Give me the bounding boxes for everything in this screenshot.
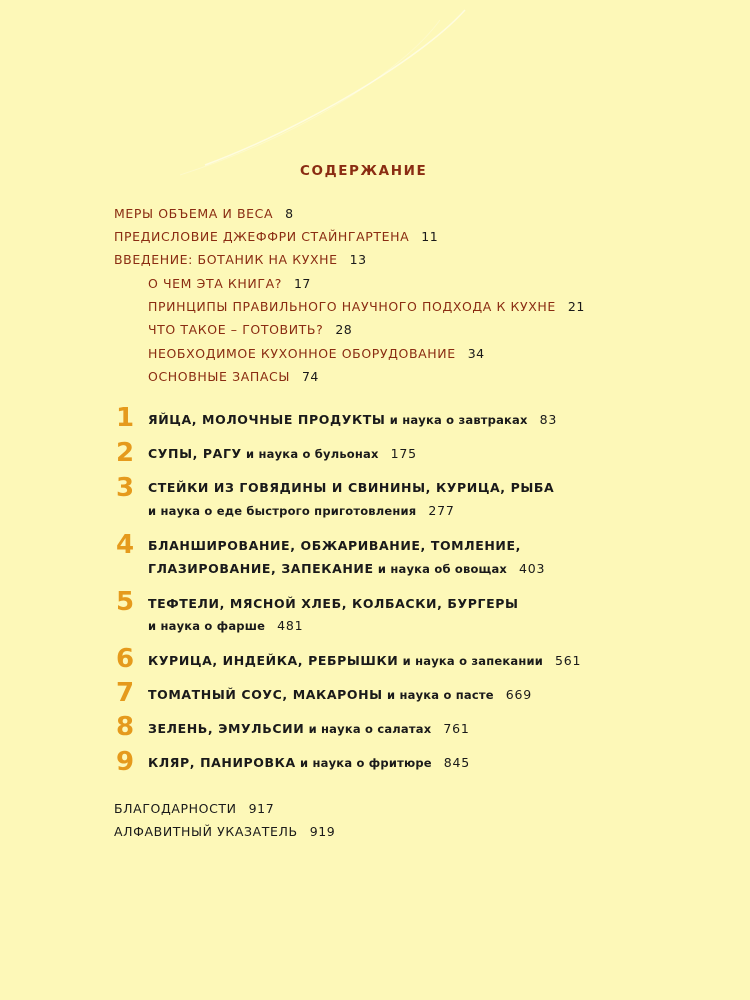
chapter-number: 6 <box>115 644 135 674</box>
entry-label: ВВЕДЕНИЕ: БОТАНИК НА КУХНЕ <box>114 252 338 267</box>
toc-entry[interactable] <box>114 229 438 244</box>
chapter-number: 8 <box>115 712 135 742</box>
chapter-subtitle: и наука о фритюре <box>300 756 432 770</box>
entry-page: 74 <box>301 369 319 384</box>
toc-subentry[interactable] <box>148 276 311 291</box>
entry-label: АЛФАВИТНЫЙ УКАЗАТЕЛЬ <box>114 824 298 839</box>
chapter-entry[interactable] <box>148 755 470 770</box>
chapter-title: СУПЫ, РАГУ <box>148 446 242 461</box>
chapter-number: 9 <box>115 747 135 777</box>
chapter-entry[interactable] <box>148 480 554 495</box>
chapter-entry[interactable] <box>148 596 519 611</box>
chapter-page: 83 <box>539 412 558 427</box>
chapter-subtitle: и наука о фарше <box>148 619 266 633</box>
chapter-entry-cont[interactable] <box>148 503 455 518</box>
entry-label: ЧТО ТАКОЕ – ГОТОВИТЬ? <box>148 322 324 337</box>
entry-page: 21 <box>567 299 585 314</box>
entry-page: 917 <box>248 801 275 816</box>
entry-label: ПРЕДИСЛОВИЕ ДЖЕФФРИ СТАЙНГАРТЕНА <box>114 229 410 244</box>
chapter-entry[interactable] <box>148 412 557 427</box>
chapter-subtitle: и наука о еде быстрого приготовления <box>148 504 417 518</box>
chapter-number: 7 <box>115 678 135 708</box>
chapter-subtitle: и наука о завтраках <box>389 413 528 427</box>
chapter-page: 175 <box>390 446 417 461</box>
toc-entry[interactable] <box>114 252 367 267</box>
chapter-entry[interactable] <box>148 653 581 668</box>
toc-subentry[interactable] <box>148 299 585 314</box>
chapter-entry-cont[interactable] <box>148 561 545 576</box>
chapter-subtitle: и наука о запекании <box>402 654 543 668</box>
chapter-number: 1 <box>115 403 135 433</box>
chapter-page: 669 <box>505 687 533 702</box>
chapter-subtitle: и наука о бульонах <box>246 447 379 461</box>
entry-label: НЕОБХОДИМОЕ КУХОННОЕ ОБОРУДОВАНИЕ <box>148 346 456 361</box>
chapter-number: 3 <box>115 473 135 503</box>
chapter-title: КЛЯР, ПАНИРОВКА <box>148 755 296 770</box>
chapter-title: ЗЕЛЕНЬ, ЭМУЛЬСИИ <box>148 721 305 736</box>
chapter-entry[interactable] <box>148 687 532 702</box>
entry-page: 8 <box>285 206 294 221</box>
entry-label: МЕРЫ ОБЪЕМА И ВЕСА <box>114 206 274 221</box>
toc-entry[interactable] <box>114 824 335 839</box>
chapter-number: 5 <box>115 587 135 617</box>
entry-page: 28 <box>335 322 353 337</box>
toc-subentry[interactable] <box>148 322 352 337</box>
chapter-title: КУРИЦА, ИНДЕЙКА, РЕБРЫШКИ <box>148 653 399 668</box>
chapter-page: 761 <box>443 721 470 736</box>
entry-page: 17 <box>293 276 311 291</box>
chapter-subtitle: и наука о салатах <box>308 722 432 736</box>
chapter-page: 277 <box>428 503 455 518</box>
entry-label: ПРИНЦИПЫ ПРАВИЛЬНОГО НАУЧНОГО ПОДХОДА К КУХНЕ <box>148 299 556 314</box>
chapter-subtitle: и наука о пасте <box>387 688 494 702</box>
chapter-entry[interactable] <box>148 538 521 553</box>
entry-page: 13 <box>349 252 367 267</box>
toc-subentry[interactable] <box>148 369 319 384</box>
entry-page: 11 <box>421 229 439 244</box>
chapter-title: ГЛАЗИРОВАНИЕ, ЗАПЕКАНИЕ <box>148 561 374 576</box>
chapter-number: 4 <box>115 530 135 560</box>
chapter-title: БЛАНШИРОВАНИЕ, ОБЖАРИВАНИЕ, ТОМЛЕНИЕ, <box>148 538 521 553</box>
chapter-entry-cont[interactable] <box>148 618 303 633</box>
chapter-page: 481 <box>277 618 304 633</box>
chapter-number: 2 <box>115 438 135 468</box>
chapter-title: ЯЙЦА, МОЛОЧНЫЕ ПРОДУКТЫ <box>148 412 386 427</box>
chapter-entry[interactable] <box>148 721 470 736</box>
page-title: СОДЕРЖАНИЕ <box>300 163 428 179</box>
decorative-arc <box>0 0 750 260</box>
chapter-page: 845 <box>443 755 471 770</box>
chapter-title: СТЕЙКИ ИЗ ГОВЯДИНЫ И СВИНИНЫ, КУРИЦА, РЫБА <box>148 480 555 495</box>
toc-entry[interactable] <box>114 801 274 816</box>
toc-subentry[interactable] <box>148 346 485 361</box>
entry-page: 34 <box>467 346 485 361</box>
chapter-entry[interactable] <box>148 446 417 461</box>
entry-label: ОСНОВНЫЕ ЗАПАСЫ <box>148 369 290 384</box>
chapter-subtitle: и наука об овощах <box>377 562 508 576</box>
chapter-title: ТЕФТЕЛИ, МЯСНОЙ ХЛЕБ, КОЛБАСКИ, БУРГЕРЫ <box>148 596 519 611</box>
chapter-title: ТОМАТНЫЙ СОУС, МАКАРОНЫ <box>148 687 383 702</box>
entry-label: О ЧЕМ ЭТА КНИГА? <box>148 276 282 291</box>
toc-entry[interactable] <box>114 206 294 221</box>
entry-label: БЛАГОДАРНОСТИ <box>114 801 237 816</box>
chapter-page: 403 <box>519 561 546 576</box>
chapter-page: 561 <box>555 653 582 668</box>
entry-page: 919 <box>309 824 336 839</box>
